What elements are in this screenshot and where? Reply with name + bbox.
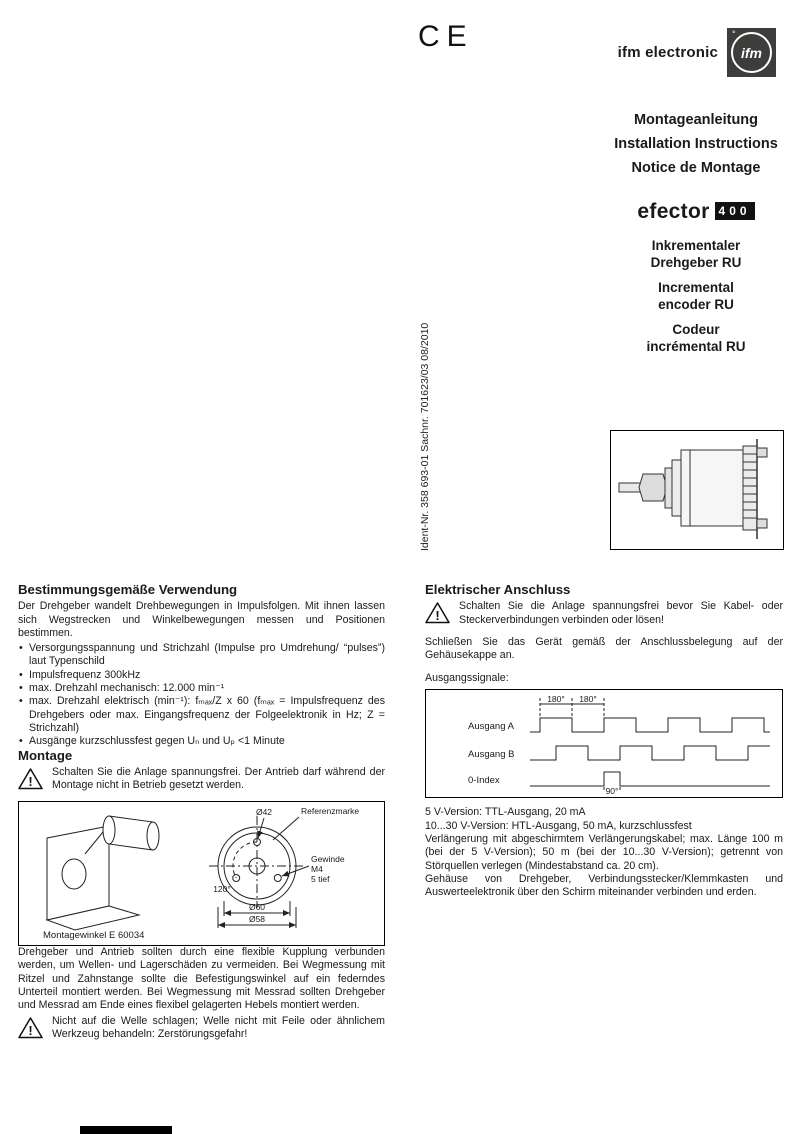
signal-diagram-frame [425, 689, 783, 798]
doc-title-fr: Notice de Montage [631, 160, 761, 176]
label-d42: Ø42 [255, 807, 273, 818]
doc-title-de: Montageanleitung [633, 112, 759, 128]
product-name-fr [608, 322, 784, 355]
efector-logo-text: efector [637, 200, 710, 223]
label-referenzmarke: Referenzmarke [301, 806, 360, 817]
ifm-logo [727, 28, 776, 77]
connect-paragraph: Schließen Sie das Gerät gemäß der Anschlussbelegung auf der Gehäusekappe an. [425, 635, 783, 661]
product-name-line: Drehgeber RU [650, 254, 742, 270]
ifm-logo-degree: ° [732, 29, 736, 39]
section-title-electrical: Elektrischer Anschluss [425, 582, 571, 597]
print-mark [80, 1126, 172, 1134]
deg180-label: 180° [579, 694, 597, 705]
shield-paragraph: Gehäuse von Drehgeber, Verbindungsstecker/Klemmkasten und Auswerteelektronik über den Schirm miteinander verbinden und erden. [425, 872, 783, 899]
shaft-warning [18, 1015, 385, 1043]
product-name-line: Codeur [672, 322, 720, 337]
bullet-item: • Versorgungsspannung und Strichzahl (Impulse pro Umdrehung/ “pulses”) laut Typenschild [18, 642, 385, 669]
label-d58: Ø58 [248, 914, 266, 925]
warning-triangle-icon [425, 601, 450, 624]
mounting-drawing [19, 802, 384, 943]
coupling-paragraph: Drehgeber und Antrieb sollten durch eine flexible Kupplung verbunden werden, um Wellen- und Lagerschäden zu vermeiden. Bei Wegmessung mit Ritzel und Zahnstange sollte die Befestigungswinkel auf ein federndes Unterteil montiert werden. Bei Wegmessung mit Messrad sollten Drehgeber und Messrad am Ende eines flexibel gelagerten Hebels montiert werden. [18, 946, 385, 1012]
label-120deg: 120° [213, 884, 231, 895]
warning-glyph: ! [435, 608, 440, 624]
channel-a-label: Ausgang A [468, 721, 514, 733]
ifm-logo-text: ifm [741, 44, 762, 61]
montage-warning [18, 766, 385, 794]
waveforms [530, 698, 770, 791]
bullet-item: • max. Drehzahl mechanisch: 12.000 min⁻¹ [18, 682, 385, 695]
warning-glyph: ! [28, 773, 33, 789]
signals-label: Ausgangssignale: [425, 672, 509, 685]
bracket-drawing [47, 816, 159, 930]
section-title-montage: Montage [18, 747, 73, 763]
montage-warning-text: Schalten Sie die Anlage spannungsfrei. Der Antrieb darf während der Montage nicht in Betrieb gesetzt werden. [52, 765, 385, 792]
warning-icon [18, 766, 43, 794]
mounting-figure-frame [18, 801, 385, 946]
ident-number-vertical: Ident-Nr. 358 693-01 Sachnr. 701623/03 08/2010 [419, 322, 431, 551]
document-titles [608, 108, 784, 180]
right-column [425, 583, 783, 900]
label-m4: M4 [311, 864, 323, 875]
label-5tief: 5 tief [311, 874, 330, 885]
product-name-line: Inkrementaler [651, 238, 741, 253]
figure-caption: Montagewinkel E 60034 [43, 930, 145, 942]
warning-glyph: ! [28, 1022, 33, 1038]
doc-title-en: Installation Instructions [614, 136, 778, 152]
product-name-en [608, 280, 784, 313]
product-name-line: encoder RU [658, 296, 734, 312]
usage-bullets [18, 642, 385, 748]
warning-icon [18, 1015, 43, 1043]
electrical-warning [425, 600, 783, 628]
degree-labels [547, 694, 618, 795]
label-gewinde: Gewinde [311, 854, 345, 865]
version-10-30v: 10...30 V-Version: HTL-Ausgang, 50 mA, kurzschlussfest [425, 819, 692, 832]
product-image-frame [610, 430, 784, 550]
deg180-label: 180° [547, 694, 565, 705]
signal-labels [468, 721, 515, 786]
product-name-line: incrémental RU [646, 338, 746, 354]
version-5v: 5 V-Version: TTL-Ausgang, 20 mA [425, 806, 586, 819]
label-d60: Ø60 [248, 902, 266, 913]
encoder-drawing [611, 431, 781, 547]
channel-index-label: 0-Index [468, 775, 500, 787]
electrical-warning-text: Schalten Sie die Anlage spannungsfrei bevor Sie Kabel- oder Steckerverbindungen verbinden oder lösen! [459, 600, 783, 626]
usage-intro: Der Drehgeber wandelt Drehbewegungen in Impulsfolgen. Mit ihnen lassen sich Wegstrecken und Winkelbewegungen messen und Positionen bestimmen. [18, 600, 385, 639]
deg90-label: 90° [605, 786, 619, 796]
brand-name: ifm electronic [617, 44, 718, 61]
version-lines [425, 806, 783, 833]
efector-logo [608, 200, 784, 224]
extension-paragraph: Verlängerung mit abgeschirmtem Verlängerungskabel; max. Länge 100 m (bei der 5 V-Version); 50 m (bei der 10...30 V-Version); getrennt von Störquellen verlegen (Mindestabstand ca. 20 cm). [425, 833, 783, 872]
bullet-item: • Ausgänge kurzschlussfest gegen Uₙ und Uₚ <1 Minute [18, 735, 385, 748]
shaft-warning-text: Nicht auf die Welle schlagen; Welle nicht mit Feile oder ähnlichem Werkzeug behandeln: Zerstörungsgefahr! [52, 1014, 385, 1040]
warning-triangle-icon [18, 1016, 43, 1039]
product-name-line: Incremental [658, 280, 734, 295]
ifm-logo-circle [731, 29, 772, 73]
ce-mark: CE [418, 20, 474, 53]
channel-b-label: Ausgang B [468, 749, 515, 761]
left-column [18, 583, 385, 1050]
product-name-de [608, 238, 784, 271]
warning-icon [425, 600, 450, 628]
bullet-item: • Impulsfrequenz 300kHz [18, 669, 385, 682]
bullet-item: • max. Drehzahl elektrisch (min⁻¹): fₘₐₓ/Z x 60 (fₘₐₓ = Impulsfrequenz des Drehgebers oder max. Eingangsfrequenz der Folgeelektronik in Hz; Z = Strichzahl) [18, 695, 385, 735]
signal-diagram [426, 690, 782, 795]
warning-triangle-icon [18, 767, 43, 790]
product-names [608, 238, 784, 364]
efector-logo-number: 400 [715, 202, 755, 220]
section-title-usage: Bestimmungsgemäße Verwendung [18, 582, 238, 597]
